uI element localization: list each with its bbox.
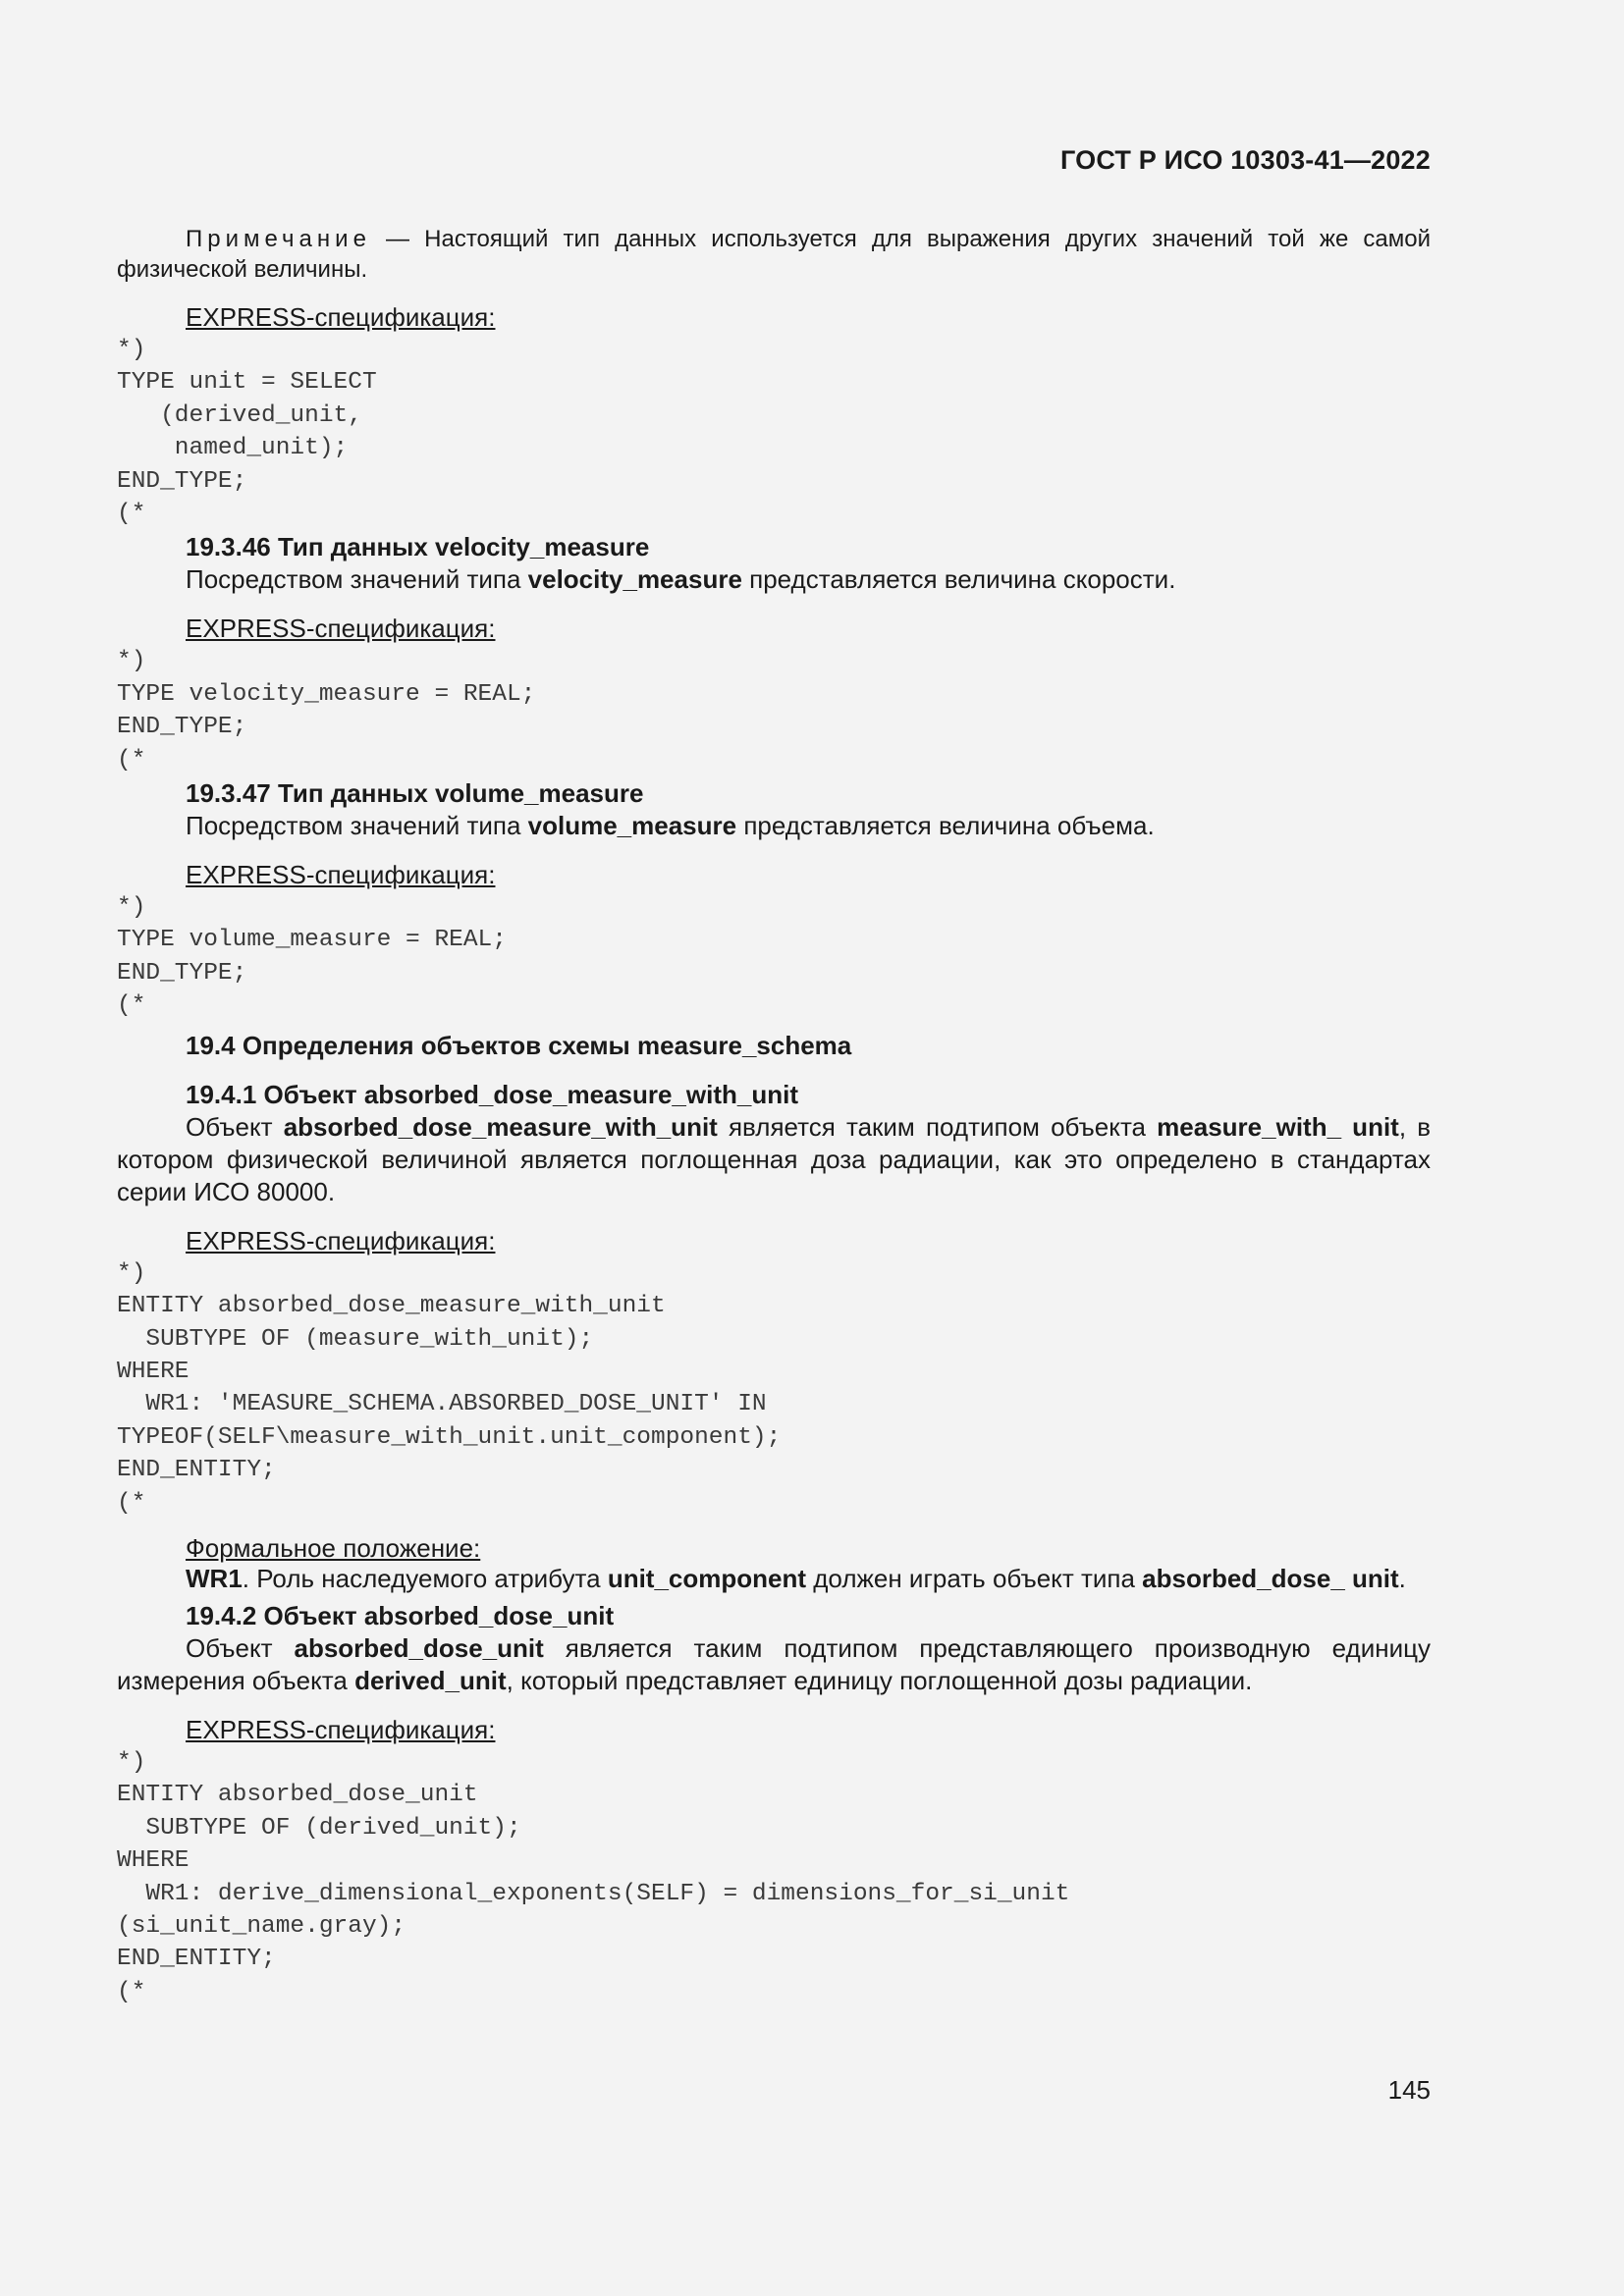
text-run: , который представляет единицу поглощенной дозы радиации. [506, 1665, 1253, 1695]
paragraph-19-3-46 [117, 563, 1431, 596]
text-run: Объект [186, 1111, 284, 1142]
text-run: Посредством значений типа [186, 811, 528, 841]
text-run: является таким подтипом объекта [717, 1111, 1158, 1142]
heading-19-4-2: 19.4.2 Объект absorbed_dose_unit [186, 1600, 615, 1630]
code-block-volume-measure: *) TYPE volume_measure = REAL; END_TYPE; (* [117, 894, 507, 1020]
text-run: Посредством значений типа [186, 564, 528, 595]
text-run: представляется величина объема. [736, 811, 1155, 841]
heading-19-4-1: 19.4.1 Объект absorbed_dose_measure_with_unit [186, 1079, 798, 1109]
text-run: является таким подтипом представляющего производную единицу измерения объекта [117, 1632, 1431, 1695]
paragraph-19-4-1 [117, 1111, 1431, 1208]
express-spec-label: EXPRESS-спецификация: [186, 302, 496, 332]
text-run: должен играть объект типа [806, 1563, 1143, 1593]
heading-19-3-46: 19.3.46 Тип данных velocity_measure [186, 532, 650, 562]
term-volume-measure: volume_measure [527, 811, 737, 841]
term-absorbed-dose-unit: absorbed_dose_unit [294, 1632, 544, 1663]
express-spec-label: EXPRESS-спецификация: [186, 1225, 496, 1255]
note-label: Примечание [186, 226, 371, 252]
code-block-velocity-measure: *) TYPE velocity_measure = REAL; END_TYPE; (* [117, 648, 536, 774]
code-block-absorbed-dose-unit: *) ENTITY absorbed_dose_unit SUBTYPE OF (derived_unit); WHERE WR1: derive_dimensional_exponents(SELF) = dimensions_for_si_unit (si_unit_name.gray); END_ENTITY; (* [117, 1748, 1070, 2005]
paragraph-19-3-47 [117, 810, 1431, 842]
code-block-unit: *) TYPE unit = SELECT (derived_unit, named_unit); END_TYPE; (* [117, 337, 377, 528]
express-spec-label: EXPRESS-спецификация: [186, 1714, 496, 1744]
code-block-absorbed-dose-measure-with-unit: *) ENTITY absorbed_dose_measure_with_unit SUBTYPE OF (measure_with_unit); WHERE WR1: 'MEASURE_SCHEMA.ABSORBED_DOSE_UNIT' IN TYPEOF(SELF\measure_with_unit.unit_component); END_ENTITY; (* [117, 1259, 782, 1517]
page-content [117, 224, 1431, 2008]
heading-19-4: 19.4 Определения объектов схемы measure_schema [186, 1030, 852, 1060]
text-run: , в котором физической величиной является поглощенная доза радиации, как это определено в стандартах серии ИСО 80000. [117, 1111, 1432, 1206]
term-measure-with-unit: measure_with_ unit [1157, 1111, 1399, 1142]
express-spec-label: EXPRESS-спецификация: [186, 860, 496, 890]
heading-19-3-47: 19.3.47 Тип данных volume_measure [186, 778, 644, 809]
note-text: — Настоящий тип данных используется для выражения других значений той же самой физической величины. [117, 226, 1431, 283]
term-absorbed-dose-measure-with-unit: absorbed_dose_measure_with_unit [283, 1111, 718, 1142]
text-run: представляется величина скорости. [741, 564, 1176, 595]
rule-wr1: WR1 [186, 1563, 243, 1593]
text-run: Объект [186, 1632, 295, 1663]
note-paragraph [117, 224, 1431, 285]
express-spec-label: EXPRESS-спецификация: [186, 614, 496, 644]
paragraph-19-4-2 [117, 1632, 1431, 1697]
text-run: . [1398, 1563, 1406, 1593]
term-unit-component: unit_component [607, 1563, 807, 1593]
formal-statement-wr1 [117, 1563, 1431, 1595]
term-absorbed-dose-unit: absorbed_dose_ unit [1142, 1563, 1399, 1593]
text-run: . Роль наследуемого атрибута [242, 1563, 608, 1593]
term-velocity-measure: velocity_measure [527, 564, 742, 595]
term-derived-unit: derived_unit [354, 1665, 507, 1695]
formal-statement-label: Формальное положение: [186, 1532, 481, 1563]
page-number: 145 [1387, 2075, 1431, 2105]
document-header: ГОСТ Р ИСО 10303-41—2022 [1060, 145, 1431, 175]
